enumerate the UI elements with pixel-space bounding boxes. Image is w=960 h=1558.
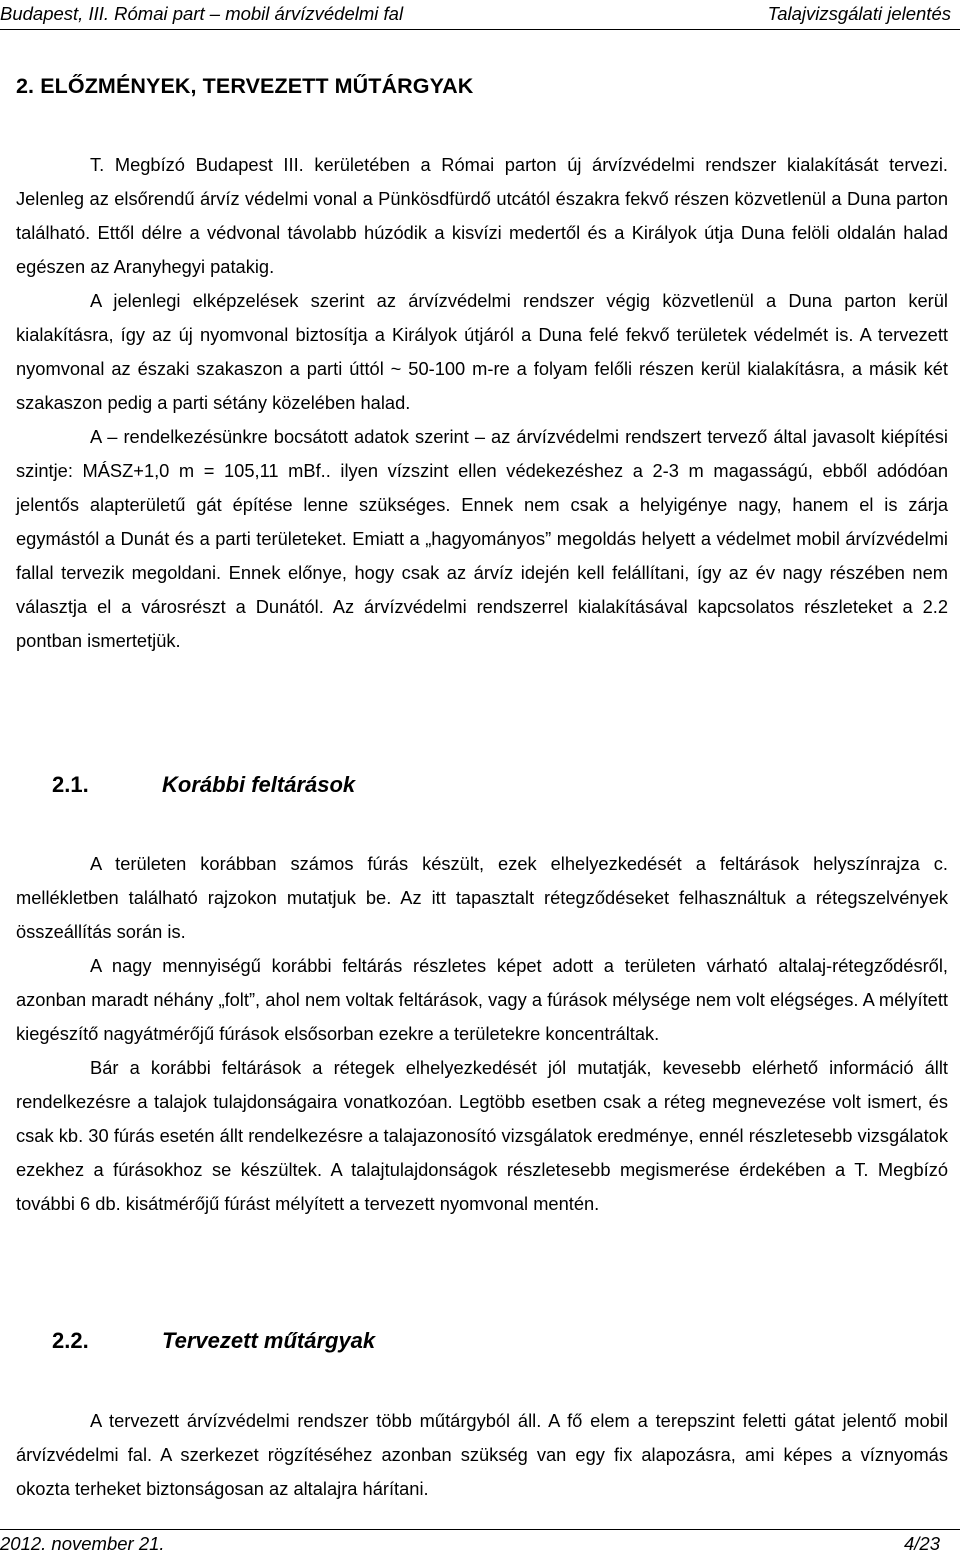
paragraph: A jelenlegi elképzelések szerint az árvízvédelmi rendszer végig közvetlenül a Duna parton kerül kialakításra, így az új nyomvonal biztosítja a Királyok útjáról a Duna felé fekvő területek védelmét is. A tervezett nyomvonal az északi szakaszon a parti úttól ~ 50-100 m-re a folyam felőli részen kerül kialakításra, a másik két szakaszon pedig a parti sétány közelében halad. xyxy=(16,290,948,413)
section-2-2-body xyxy=(16,1404,948,1506)
section-heading-2-1 xyxy=(52,770,355,800)
header-project-title: Budapest, III. Római part – mobil árvízvédelmi fal xyxy=(0,3,404,24)
section-number: 2.2. xyxy=(52,1328,89,1353)
paragraph: Bár a korábbi feltárások a rétegek elhelyezkedését jól mutatják, kevesebb elérhető információ állt rendelkezésre a talajok tulajdonságaira vonatkozóan. Legtöbb esetben csak a réteg megnevezése volt ismert, és csak kb. 30 fúrás esetén állt rendelkezésre a talajazonosító vizsgálatok eredménye, ennél részletesebb vizsgálatok ezekhez a fúrásokhoz se készültek. A talajtulajdonságok részletesebb megismerése érdekében a T. Megbízó további 6 db. kisátmérőjű fúrást mélyített a tervezett nyomvonal mentén. xyxy=(16,1057,948,1214)
section-heading-2-2 xyxy=(52,1326,375,1356)
paragraph: A területen korábban számos fúrás készült, ezek elhelyezkedését a feltárások helyszínrajza c. mellékletben található rajzokon mutatjuk be. Az itt tapasztalt rétegződéseket felhasználtuk a rétegszelvények összeállítás során is. xyxy=(16,853,948,942)
paragraph: A tervezett árvízvédelmi rendszer több műtárgyból áll. A fő elem a terepszint feletti gátat jelentő mobil árvízvédelmi fal. A szerkezet rögzítéséhez azonban szükség van egy fix alapozásra, ami képes a víznyomás okozta terheket biztonságosan az altalajra hárítani. xyxy=(16,1410,948,1499)
section-title: Korábbi feltárások xyxy=(162,772,356,797)
footer-page-number: 4/23 xyxy=(903,1533,940,1554)
section-number: 2.1. xyxy=(52,772,89,797)
page-header xyxy=(0,0,960,30)
section-title: Tervezett műtárgyak xyxy=(162,1328,376,1353)
chapter-heading: 2. ELŐZMÉNYEK, TERVEZETT MŰTÁRGYAK xyxy=(16,74,474,98)
chapter-body xyxy=(16,148,948,658)
footer-date: 2012. november 21. xyxy=(0,1533,165,1554)
paragraph: T. Megbízó Budapest III. kerületében a Római parton új árvízvédelmi rendszer kialakítását tervezi. Jelenleg az elsőrendű árvíz védelmi vonal a Pünkösdfürdő utcától északra fekvő részen közvetlenül a Duna parton található. Ettől délre a védvonal távolabb húzódik a kisvízi medertől és a Királyok útja Duna felöli oldalán halad egészen az Aranyhegyi patakig. xyxy=(16,154,948,277)
paragraph: A nagy mennyiségű korábbi feltárás részletes képet adott a területen várható altalaj-rétegződésről, azonban maradt néhány „folt”, ahol nem voltak feltárások, vagy a fúrások mélysége nem volt elégséges. A mélyített kiegészítő nagyátmérőjű fúrások elsősorban ezekre a területekre koncentráltak. xyxy=(16,955,948,1044)
page-footer xyxy=(0,1529,960,1558)
section-2-1-body xyxy=(16,847,948,1221)
paragraph: A – rendelkezésünkre bocsátott adatok szerint – az árvízvédelmi rendszert tervező által javasolt kiépítési szintje: MÁSZ+1,0 m = 105,11 mBf.. ilyen vízszint ellen védekezéshez a 2-3 m magasságú, ebből adódóan jelentős alapterületű gát építése lenne szükséges. Ennek nem csak a helyigénye nagy, hanem el is zárja egymástól a Dunát és a parti területeket. Emiatt a „hagyományos” megoldás helyett a védelmet mobil árvízvédelmi fallal tervezik megoldani. Ennek előnye, hogy csak az árvíz idején kell felállítani, így az év nagy részében nem választja el a városrészt a Dunától. Az árvízvédelmi rendszerrel kialakításával kapcsolatos részleteket a 2.2 pontban ismertetjük. xyxy=(16,426,948,651)
header-report-type: Talajvizsgálati jelentés xyxy=(767,3,951,24)
